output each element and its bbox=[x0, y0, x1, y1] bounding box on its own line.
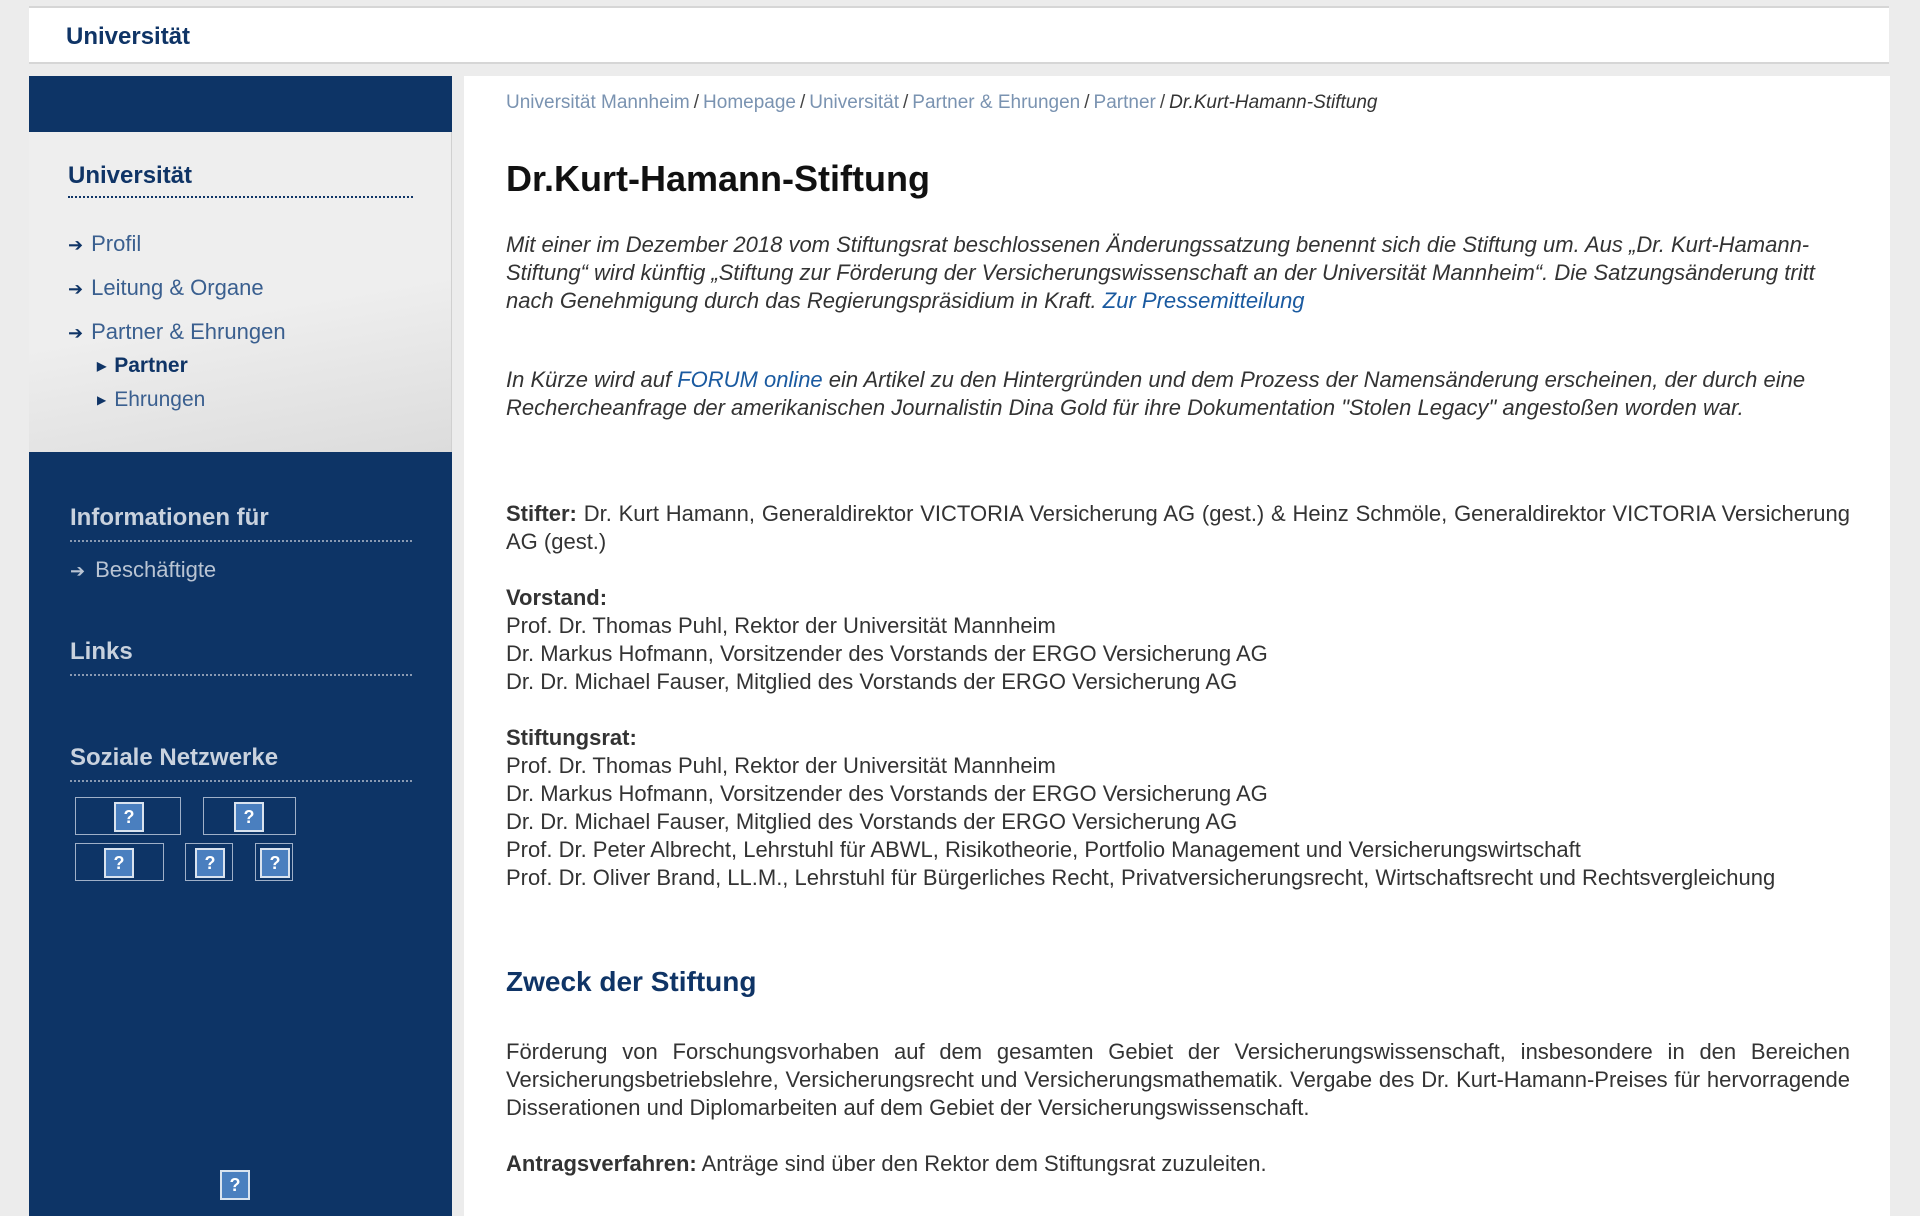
arrow-right-icon: ➔ bbox=[68, 235, 84, 255]
broken-image-icon: ? bbox=[234, 802, 264, 832]
broken-image-icon: ? bbox=[195, 848, 225, 878]
stiftungsrat-member: Prof. Dr. Thomas Puhl, Rektor der Universität Mannheim bbox=[506, 753, 1056, 778]
site-title[interactable]: Universität bbox=[66, 23, 191, 50]
forum-online-link[interactable]: FORUM online bbox=[677, 367, 823, 392]
nav-item-partner-ehrungen[interactable] bbox=[68, 319, 286, 345]
stifter-label: Stifter: bbox=[506, 501, 577, 526]
nav-subitem-ehrungen[interactable] bbox=[97, 388, 205, 412]
nav-subitem-label: Partner bbox=[114, 354, 188, 377]
sidebar-nav bbox=[29, 132, 452, 452]
triangle-right-icon: ▶ bbox=[97, 393, 107, 407]
antrag-paragraph bbox=[506, 1150, 1850, 1178]
social-link-3[interactable] bbox=[75, 843, 164, 881]
forum-text-post: ein Artikel zu den Hintergründen und dem Prozess der Namensänderung erscheinen, der durch eine Rechercheanfrage der amerikanischen Journalistin Dina Gold für ihre Dokumentation "Stolen Legacy" angestoßen worden war. bbox=[506, 367, 1806, 420]
breadcrumb-link[interactable]: Homepage bbox=[703, 92, 796, 113]
broken-image-icon[interactable]: ? bbox=[220, 1170, 250, 1200]
stiftungsrat-member: Dr. Dr. Michael Fauser, Mitglied des Vorstands der ERGO Versicherung AG bbox=[506, 809, 1238, 834]
info-link-beschaeftigte[interactable] bbox=[70, 557, 216, 583]
antrag-text: Anträge sind über den Rektor dem Stiftungsrat zuzuleiten. bbox=[696, 1151, 1267, 1176]
breadcrumb-separator: / bbox=[1159, 92, 1166, 113]
vorstand-block bbox=[506, 584, 1850, 696]
breadcrumb-link[interactable]: Partner & Ehrungen bbox=[912, 92, 1081, 113]
nav-item-leitung[interactable] bbox=[68, 275, 264, 301]
sidebar-top-strip bbox=[29, 76, 452, 132]
stiftungsrat-member: Dr. Markus Hofmann, Vorsitzender des Vorstands der ERGO Versicherung AG bbox=[506, 781, 1268, 806]
stiftungsrat-member: Prof. Dr. Peter Albrecht, Lehrstuhl für ABWL, Risikotheorie, Portfolio Management und Versicherungswirtschaft bbox=[506, 837, 1581, 862]
antrag-label: Antragsverfahren: bbox=[506, 1151, 697, 1176]
press-release-link[interactable]: Zur Pressemitteilung bbox=[1102, 288, 1305, 313]
social-heading: Soziale Netzwerke bbox=[70, 744, 412, 782]
top-bar bbox=[29, 6, 1889, 64]
breadcrumb-separator: / bbox=[799, 92, 806, 113]
nav-item-label: Leitung & Organe bbox=[91, 275, 264, 300]
nav-item-label: Profil bbox=[91, 231, 142, 256]
info-link-label: Beschäftigte bbox=[95, 557, 217, 582]
nav-item-label: Partner & Ehrungen bbox=[91, 319, 286, 344]
stiftungsrat-block bbox=[506, 724, 1850, 892]
stifter-text: Dr. Kurt Hamann, Generaldirektor VICTORIA Versicherung AG (gest.) & Heinz Schmöle, Generaldirektor VICTORIA Versicherung AG (gest.) bbox=[506, 501, 1850, 554]
zweck-paragraph: Förderung von Forschungsvorhaben auf dem gesamten Gebiet der Versicherungswissenschaft, insbesondere in den Bereichen Versicherungsbetriebslehre, Versicherungsrecht und Versicherungsmathematik. Vergabe des Dr. Kurt-Hamann-Preises für hervorragende Disserationen und Diplomarbeiten auf dem Gebiet der Versicherungswissenschaft. bbox=[506, 1039, 1850, 1120]
stiftungsrat-label: Stiftungsrat: bbox=[506, 725, 637, 750]
social-link-1[interactable] bbox=[75, 797, 181, 835]
info-heading: Informationen für bbox=[70, 504, 412, 542]
breadcrumb bbox=[506, 92, 1378, 114]
page-title: Dr.Kurt-Hamann-Stiftung bbox=[506, 158, 930, 199]
social-link-2[interactable] bbox=[203, 797, 296, 835]
social-link-5[interactable] bbox=[255, 843, 293, 881]
triangle-right-icon: ▶ bbox=[97, 359, 107, 373]
arrow-right-icon: ➔ bbox=[68, 323, 84, 343]
arrow-right-icon: ➔ bbox=[68, 279, 84, 299]
broken-image-icon: ? bbox=[104, 848, 134, 878]
breadcrumb-separator: / bbox=[1084, 92, 1090, 113]
breadcrumb-current: Dr.Kurt-Hamann-Stiftung bbox=[1169, 92, 1378, 113]
vorstand-member: Prof. Dr. Thomas Puhl, Rektor der Universität Mannheim bbox=[506, 613, 1056, 638]
intro-paragraph bbox=[506, 231, 1850, 315]
social-link-4[interactable] bbox=[185, 843, 233, 881]
stiftungsrat-member: Prof. Dr. Oliver Brand, LL.M., Lehrstuhl für Bürgerliches Recht, Privatversicherungsrecht, Wirtschaftsrecht und Rechtsvergleichung bbox=[506, 865, 1776, 890]
breadcrumb-link[interactable]: Universität bbox=[809, 92, 900, 113]
nav-subitem-partner[interactable] bbox=[97, 354, 188, 378]
intro-text: Mit einer im Dezember 2018 vom Stiftungsrat beschlossenen Änderungssatzung benennt sich die Stiftung um. Aus „Dr. Kurt-Hamann-Stiftung“ wird künftig „Stiftung zur Förderung der Versicherungswissenschaft an der Universität Mannheim“. Die Satzungsänderung tritt nach Genehmigung durch das Regierungspräsidium in Kraft. bbox=[506, 232, 1815, 313]
breadcrumb-separator: / bbox=[693, 92, 700, 113]
main-content bbox=[464, 76, 1890, 1216]
broken-image-icon: ? bbox=[114, 802, 144, 832]
forum-text-pre: In Kürze wird auf bbox=[506, 367, 678, 392]
broken-image-icon: ? bbox=[260, 848, 290, 878]
sidebar bbox=[29, 76, 452, 1216]
breadcrumb-link[interactable]: Partner bbox=[1093, 92, 1156, 113]
vorstand-member: Dr. Dr. Michael Fauser, Mitglied des Vorstands der ERGO Versicherung AG bbox=[506, 669, 1238, 694]
breadcrumb-separator: / bbox=[903, 92, 909, 113]
forum-paragraph bbox=[506, 366, 1850, 422]
nav-item-profil[interactable] bbox=[68, 231, 141, 257]
vorstand-member: Dr. Markus Hofmann, Vorsitzender des Vorstands der ERGO Versicherung AG bbox=[506, 641, 1268, 666]
breadcrumb-link[interactable]: Universität Mannheim bbox=[506, 92, 690, 113]
links-heading: Links bbox=[70, 638, 412, 676]
vorstand-label: Vorstand: bbox=[506, 585, 608, 610]
zweck-heading: Zweck der Stiftung bbox=[506, 966, 757, 997]
nav-title[interactable]: Universität bbox=[68, 162, 413, 198]
stifter-paragraph bbox=[506, 500, 1850, 556]
arrow-right-icon: ➔ bbox=[70, 561, 86, 581]
nav-subitem-label: Ehrungen bbox=[114, 388, 206, 411]
